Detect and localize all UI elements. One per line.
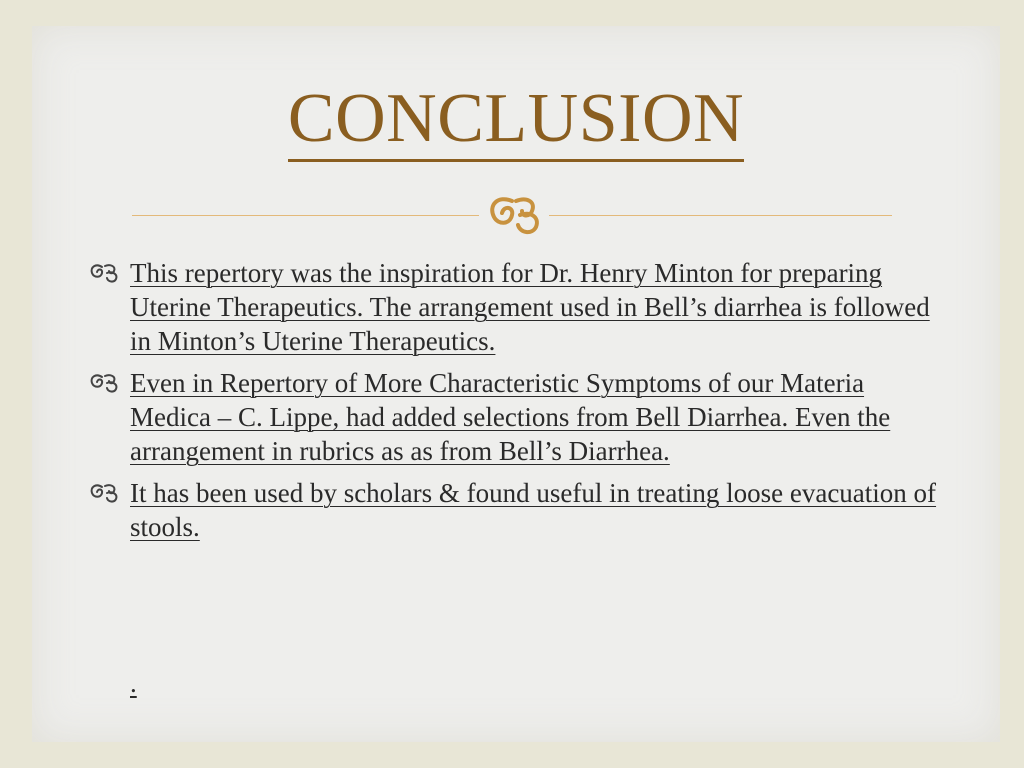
bullet-text: This repertory was the inspiration for Dr. Henry Minton for preparing Uterine Therapeutics. The arrangement used in Bell’s diarrhea is followed in Minton’s Uterine Therapeutics. [130, 258, 930, 356]
flourish-bullet-icon [88, 256, 130, 288]
bullet-list [88, 256, 948, 552]
slide-title [32, 80, 1000, 157]
list-item [88, 476, 948, 544]
bullet-text: Even in Repertory of More Characteristic Symptoms of our Materia Medica – C. Lippe, had added selections from Bell Diarrhea. Even the arrangement in rubrics as as from Bell’s Diarrhea. [130, 368, 891, 466]
list-item [88, 256, 948, 358]
list-item [88, 366, 948, 468]
bullet-text: It has been used by scholars & found useful in treating loose evacuation of stools. [130, 478, 937, 542]
flourish-bullet-icon [88, 366, 130, 398]
slide [32, 26, 1000, 742]
flourish-ornament-icon [479, 190, 549, 238]
slide-title-text: CONCLUSION [288, 80, 744, 162]
flourish-bullet-icon [88, 476, 130, 508]
trailing-period: . [130, 668, 137, 698]
